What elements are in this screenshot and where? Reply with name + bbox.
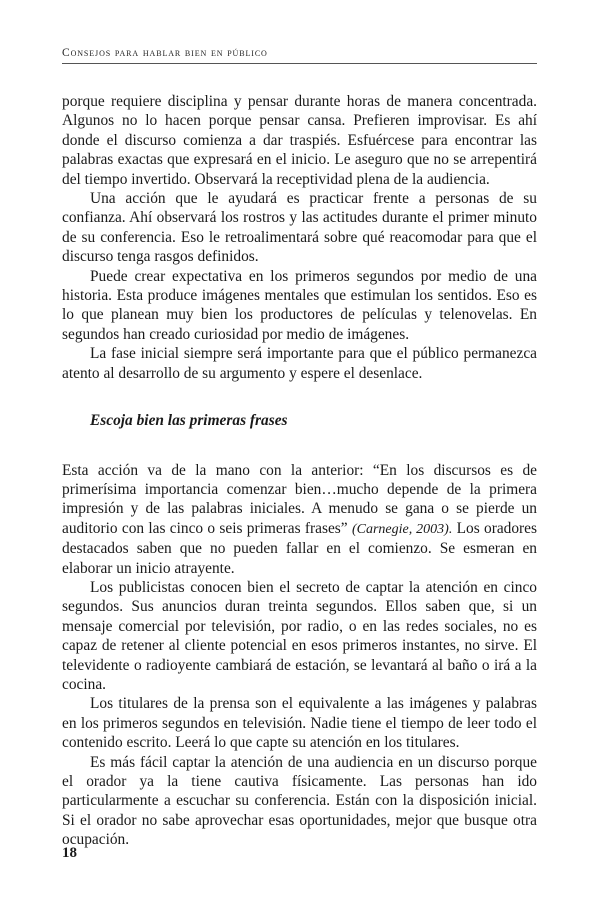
quote-paragraph [62,461,537,578]
paragraph: Una acción que le ayudará es practicar frente a personas de su confianza. Ahí observará los rostros y las actitudes durante el primer minuto de su conferencia. Eso le retroalimentará sobre qué reacomodar para que el discurso tenga rasgos definidos. [62,190,537,266]
quote-text: Esta acción va de la mano con la anterior: “En los discursos es de primerísima importancia comenzar bien…mucho depende de la primera impresión y de las palabras iniciales. A menudo se gana o se pierde un auditorio con las cinco o seis primeras frases” [62,461,537,537]
section-heading: Escoja bien las primeras frases [90,412,288,430]
page-number: 18 [62,845,77,861]
paragraph: Es más fácil captar la atención de una audiencia en un discurso porque el orador ya la tiene cautiva físicamente. Las personas han ido particularmente a escuchar su conferencia. Están con la disposición inicial. Si el orador no sabe aprovechar esas oportunidades, mejor que busque otra ocupación. [62,753,537,849]
paragraph: porque requiere disciplina y pensar durante horas de manera concentrada. Algunos no lo hacen porque pensar cansa. Prefieren improvisar. Es ahí donde el discurso comienza a dar traspiés. Esfuércese para encontrar las palabras exactas que expresará en el inicio. Le aseguro que no se arrepentirá del tiempo invertido. Observará la receptividad plena de la audiencia. [62,93,537,188]
running-header: Consejos para hablar bien en público [62,47,537,64]
citation: (Carnegie, 2003). [351,521,453,537]
paragraph: Los titulares de la prensa son el equivalente a las imágenes y palabras en los primeros segundos en televisión. Nadie tiene el tiempo de leer todo el contenido escrito. Leerá lo que capte su atención en los titulares. [62,695,537,752]
paragraph: La fase inicial siempre será importante para que el público permanezca atento al desarrollo de su argumento y espere el desenlace. [62,345,537,382]
quote-continuation: Los oradores destacados saben que no pueden fallar en el comienzo. Se esmeran en elaborar un inicio atrayente. [62,519,537,577]
page-body [62,92,537,850]
paragraph: Puede crear expectativa en los primeros segundos por medio de una historia. Esta produce imágenes mentales que estimulan los sentidos. Eso es lo que planean muy bien los productores de películas y telenovelas. En segundos han creado curiosidad por medio de imágenes. [62,267,537,343]
paragraph: Los publicistas conocen bien el secreto de captar la atención en cinco segundos. Sus anuncios duran treinta segundos. Ellos saben que, si un mensaje comercial por televisión, por radio, o en las redes sociales, no es capaz de retener al cliente potencial en esos primeros instantes, no sirve. El televidente o radioyente cambiará de estación, se levantará al baño o irá a la cocina. [62,578,537,693]
